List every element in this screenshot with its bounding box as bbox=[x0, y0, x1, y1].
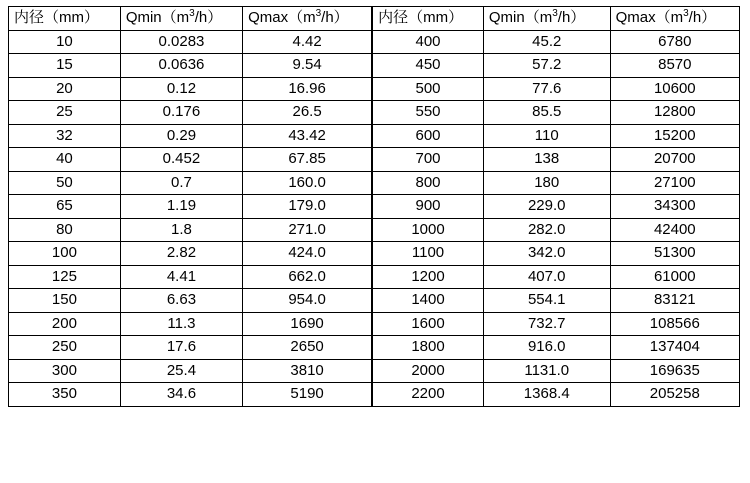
cell-qmax: 6780 bbox=[610, 30, 739, 54]
cell-diameter: 1800 bbox=[373, 336, 484, 360]
cell-qmax: 1690 bbox=[243, 312, 372, 336]
cell-qmin: 1368.4 bbox=[483, 383, 610, 407]
cell-qmax: 179.0 bbox=[243, 195, 372, 219]
cell-diameter: 15 bbox=[9, 54, 121, 78]
table-row bbox=[9, 148, 372, 172]
cell-qmin: 85.5 bbox=[483, 101, 610, 125]
table-row bbox=[9, 77, 372, 101]
table-row bbox=[373, 218, 740, 242]
cell-qmin: 1.19 bbox=[120, 195, 242, 219]
qmax-exponent: 3 bbox=[315, 8, 322, 19]
cell-qmin: 282.0 bbox=[483, 218, 610, 242]
table-row bbox=[9, 242, 372, 266]
cell-qmax: 8570 bbox=[610, 54, 739, 78]
cell-diameter: 80 bbox=[9, 218, 121, 242]
cell-diameter: 65 bbox=[9, 195, 121, 219]
table-row bbox=[9, 336, 372, 360]
cell-qmax: 2650 bbox=[243, 336, 372, 360]
table-body-small bbox=[9, 30, 372, 406]
cell-qmin: 77.6 bbox=[483, 77, 610, 101]
cell-qmin: 0.452 bbox=[120, 148, 242, 172]
table-row bbox=[373, 171, 740, 195]
flow-table-large-diameters bbox=[372, 6, 740, 407]
header-cell-qmin bbox=[483, 7, 610, 31]
table-row bbox=[9, 312, 372, 336]
cell-qmax: 4.42 bbox=[243, 30, 372, 54]
table-row bbox=[9, 383, 372, 407]
cell-qmin: 732.7 bbox=[483, 312, 610, 336]
table-body-large bbox=[373, 30, 740, 406]
table-row bbox=[373, 289, 740, 313]
cell-qmax: 61000 bbox=[610, 265, 739, 289]
header-cell-diameter: 内径（mm） bbox=[9, 7, 121, 31]
table-row bbox=[373, 77, 740, 101]
cell-qmax: 108566 bbox=[610, 312, 739, 336]
table-row bbox=[373, 336, 740, 360]
cell-qmin: 1.8 bbox=[120, 218, 242, 242]
table-header bbox=[373, 7, 740, 31]
qmax-prefix: Qmax（m bbox=[248, 9, 316, 26]
cell-diameter: 700 bbox=[373, 148, 484, 172]
table-row bbox=[9, 218, 372, 242]
cell-diameter: 150 bbox=[9, 289, 121, 313]
qmin-prefix: Qmin（m bbox=[125, 9, 190, 26]
table-header-row bbox=[9, 7, 372, 31]
cell-diameter: 2200 bbox=[373, 383, 484, 407]
table-row bbox=[373, 124, 740, 148]
cell-qmax: 16.96 bbox=[243, 77, 372, 101]
header-cell-qmax bbox=[243, 7, 372, 31]
table-row bbox=[373, 383, 740, 407]
table-header bbox=[9, 7, 372, 31]
qmax-exponent: 3 bbox=[683, 8, 689, 19]
table-row bbox=[9, 265, 372, 289]
table-row bbox=[373, 242, 740, 266]
cell-qmin: 229.0 bbox=[483, 195, 610, 219]
qmin-suffix: /h） bbox=[557, 9, 586, 26]
cell-diameter: 32 bbox=[9, 124, 121, 148]
cell-diameter: 350 bbox=[9, 383, 121, 407]
cell-qmax: 662.0 bbox=[243, 265, 372, 289]
cell-qmin: 110 bbox=[483, 124, 610, 148]
cell-qmin: 342.0 bbox=[483, 242, 610, 266]
cell-diameter: 50 bbox=[9, 171, 121, 195]
header-cell-qmin bbox=[120, 7, 242, 31]
cell-diameter: 125 bbox=[9, 265, 121, 289]
cell-qmax: 27100 bbox=[610, 171, 739, 195]
table-row bbox=[9, 359, 372, 383]
cell-qmin: 0.176 bbox=[120, 101, 242, 125]
cell-diameter: 800 bbox=[373, 171, 484, 195]
cell-qmax: 271.0 bbox=[243, 218, 372, 242]
cell-qmin: 407.0 bbox=[483, 265, 610, 289]
cell-qmin: 2.82 bbox=[120, 242, 242, 266]
cell-qmin: 25.4 bbox=[120, 359, 242, 383]
cell-qmin: 34.6 bbox=[120, 383, 242, 407]
cell-qmax: 15200 bbox=[610, 124, 739, 148]
cell-qmin: 0.0283 bbox=[120, 30, 242, 54]
qmax-suffix: /h） bbox=[688, 9, 717, 26]
cell-diameter: 1200 bbox=[373, 265, 484, 289]
cell-diameter: 20 bbox=[9, 77, 121, 101]
cell-diameter: 10 bbox=[9, 30, 121, 54]
cell-qmin: 554.1 bbox=[483, 289, 610, 313]
table-row bbox=[9, 54, 372, 78]
table-row bbox=[373, 359, 740, 383]
qmin-exponent: 3 bbox=[189, 8, 195, 19]
cell-qmax: 42400 bbox=[610, 218, 739, 242]
table-row bbox=[373, 101, 740, 125]
cell-qmax: 83121 bbox=[610, 289, 739, 313]
cell-qmax: 3810 bbox=[243, 359, 372, 383]
table-row bbox=[373, 30, 740, 54]
cell-qmin: 0.7 bbox=[120, 171, 242, 195]
qmax-prefix: Qmax（m bbox=[615, 9, 684, 26]
header-cell-qmax bbox=[610, 7, 739, 31]
table-row bbox=[373, 312, 740, 336]
cell-diameter: 40 bbox=[9, 148, 121, 172]
table-row bbox=[373, 148, 740, 172]
cell-qmax: 26.5 bbox=[243, 101, 372, 125]
cell-diameter: 450 bbox=[373, 54, 484, 78]
cell-qmax: 9.54 bbox=[243, 54, 372, 78]
cell-diameter: 500 bbox=[373, 77, 484, 101]
table-row bbox=[373, 54, 740, 78]
cell-qmin: 0.0636 bbox=[120, 54, 242, 78]
cell-qmin: 11.3 bbox=[120, 312, 242, 336]
cell-qmax: 43.42 bbox=[243, 124, 372, 148]
cell-qmin: 916.0 bbox=[483, 336, 610, 360]
cell-qmax: 137404 bbox=[610, 336, 739, 360]
header-cell-diameter: 内径（mm） bbox=[373, 7, 484, 31]
table-row bbox=[9, 171, 372, 195]
cell-qmax: 160.0 bbox=[243, 171, 372, 195]
table-header-row bbox=[373, 7, 740, 31]
cell-diameter: 400 bbox=[373, 30, 484, 54]
cell-qmin: 180 bbox=[483, 171, 610, 195]
cell-qmin: 57.2 bbox=[483, 54, 610, 78]
cell-qmin: 138 bbox=[483, 148, 610, 172]
cell-qmin: 6.63 bbox=[120, 289, 242, 313]
cell-diameter: 1000 bbox=[373, 218, 484, 242]
cell-qmax: 205258 bbox=[610, 383, 739, 407]
cell-diameter: 2000 bbox=[373, 359, 484, 383]
table-row bbox=[9, 30, 372, 54]
table-row bbox=[9, 195, 372, 219]
table-row bbox=[9, 101, 372, 125]
cell-qmax: 51300 bbox=[610, 242, 739, 266]
table-row bbox=[9, 289, 372, 313]
cell-diameter: 550 bbox=[373, 101, 484, 125]
cell-diameter: 100 bbox=[9, 242, 121, 266]
cell-qmax: 12800 bbox=[610, 101, 739, 125]
cell-qmax: 954.0 bbox=[243, 289, 372, 313]
cell-qmin: 45.2 bbox=[483, 30, 610, 54]
cell-diameter: 25 bbox=[9, 101, 121, 125]
cell-qmax: 169635 bbox=[610, 359, 739, 383]
cell-qmax: 20700 bbox=[610, 148, 739, 172]
cell-qmin: 0.29 bbox=[120, 124, 242, 148]
cell-diameter: 300 bbox=[9, 359, 121, 383]
cell-qmax: 67.85 bbox=[243, 148, 372, 172]
cell-diameter: 1400 bbox=[373, 289, 484, 313]
qmin-exponent: 3 bbox=[552, 8, 558, 19]
qmax-suffix: /h） bbox=[321, 9, 349, 26]
cell-diameter: 1100 bbox=[373, 242, 484, 266]
cell-qmin: 0.12 bbox=[120, 77, 242, 101]
table-row bbox=[373, 195, 740, 219]
cell-qmax: 5190 bbox=[243, 383, 372, 407]
cell-diameter: 1600 bbox=[373, 312, 484, 336]
cell-diameter: 600 bbox=[373, 124, 484, 148]
cell-qmin: 17.6 bbox=[120, 336, 242, 360]
qmin-suffix: /h） bbox=[194, 9, 223, 26]
cell-qmax: 424.0 bbox=[243, 242, 372, 266]
flow-table-small-diameters bbox=[8, 6, 372, 407]
qmin-prefix: Qmin（m bbox=[488, 9, 553, 26]
cell-qmax: 34300 bbox=[610, 195, 739, 219]
cell-diameter: 900 bbox=[373, 195, 484, 219]
cell-qmax: 10600 bbox=[610, 77, 739, 101]
cell-diameter: 200 bbox=[9, 312, 121, 336]
cell-qmin: 4.41 bbox=[120, 265, 242, 289]
cell-qmin: 1131.0 bbox=[483, 359, 610, 383]
cell-diameter: 250 bbox=[9, 336, 121, 360]
table-row bbox=[373, 265, 740, 289]
table-row bbox=[9, 124, 372, 148]
